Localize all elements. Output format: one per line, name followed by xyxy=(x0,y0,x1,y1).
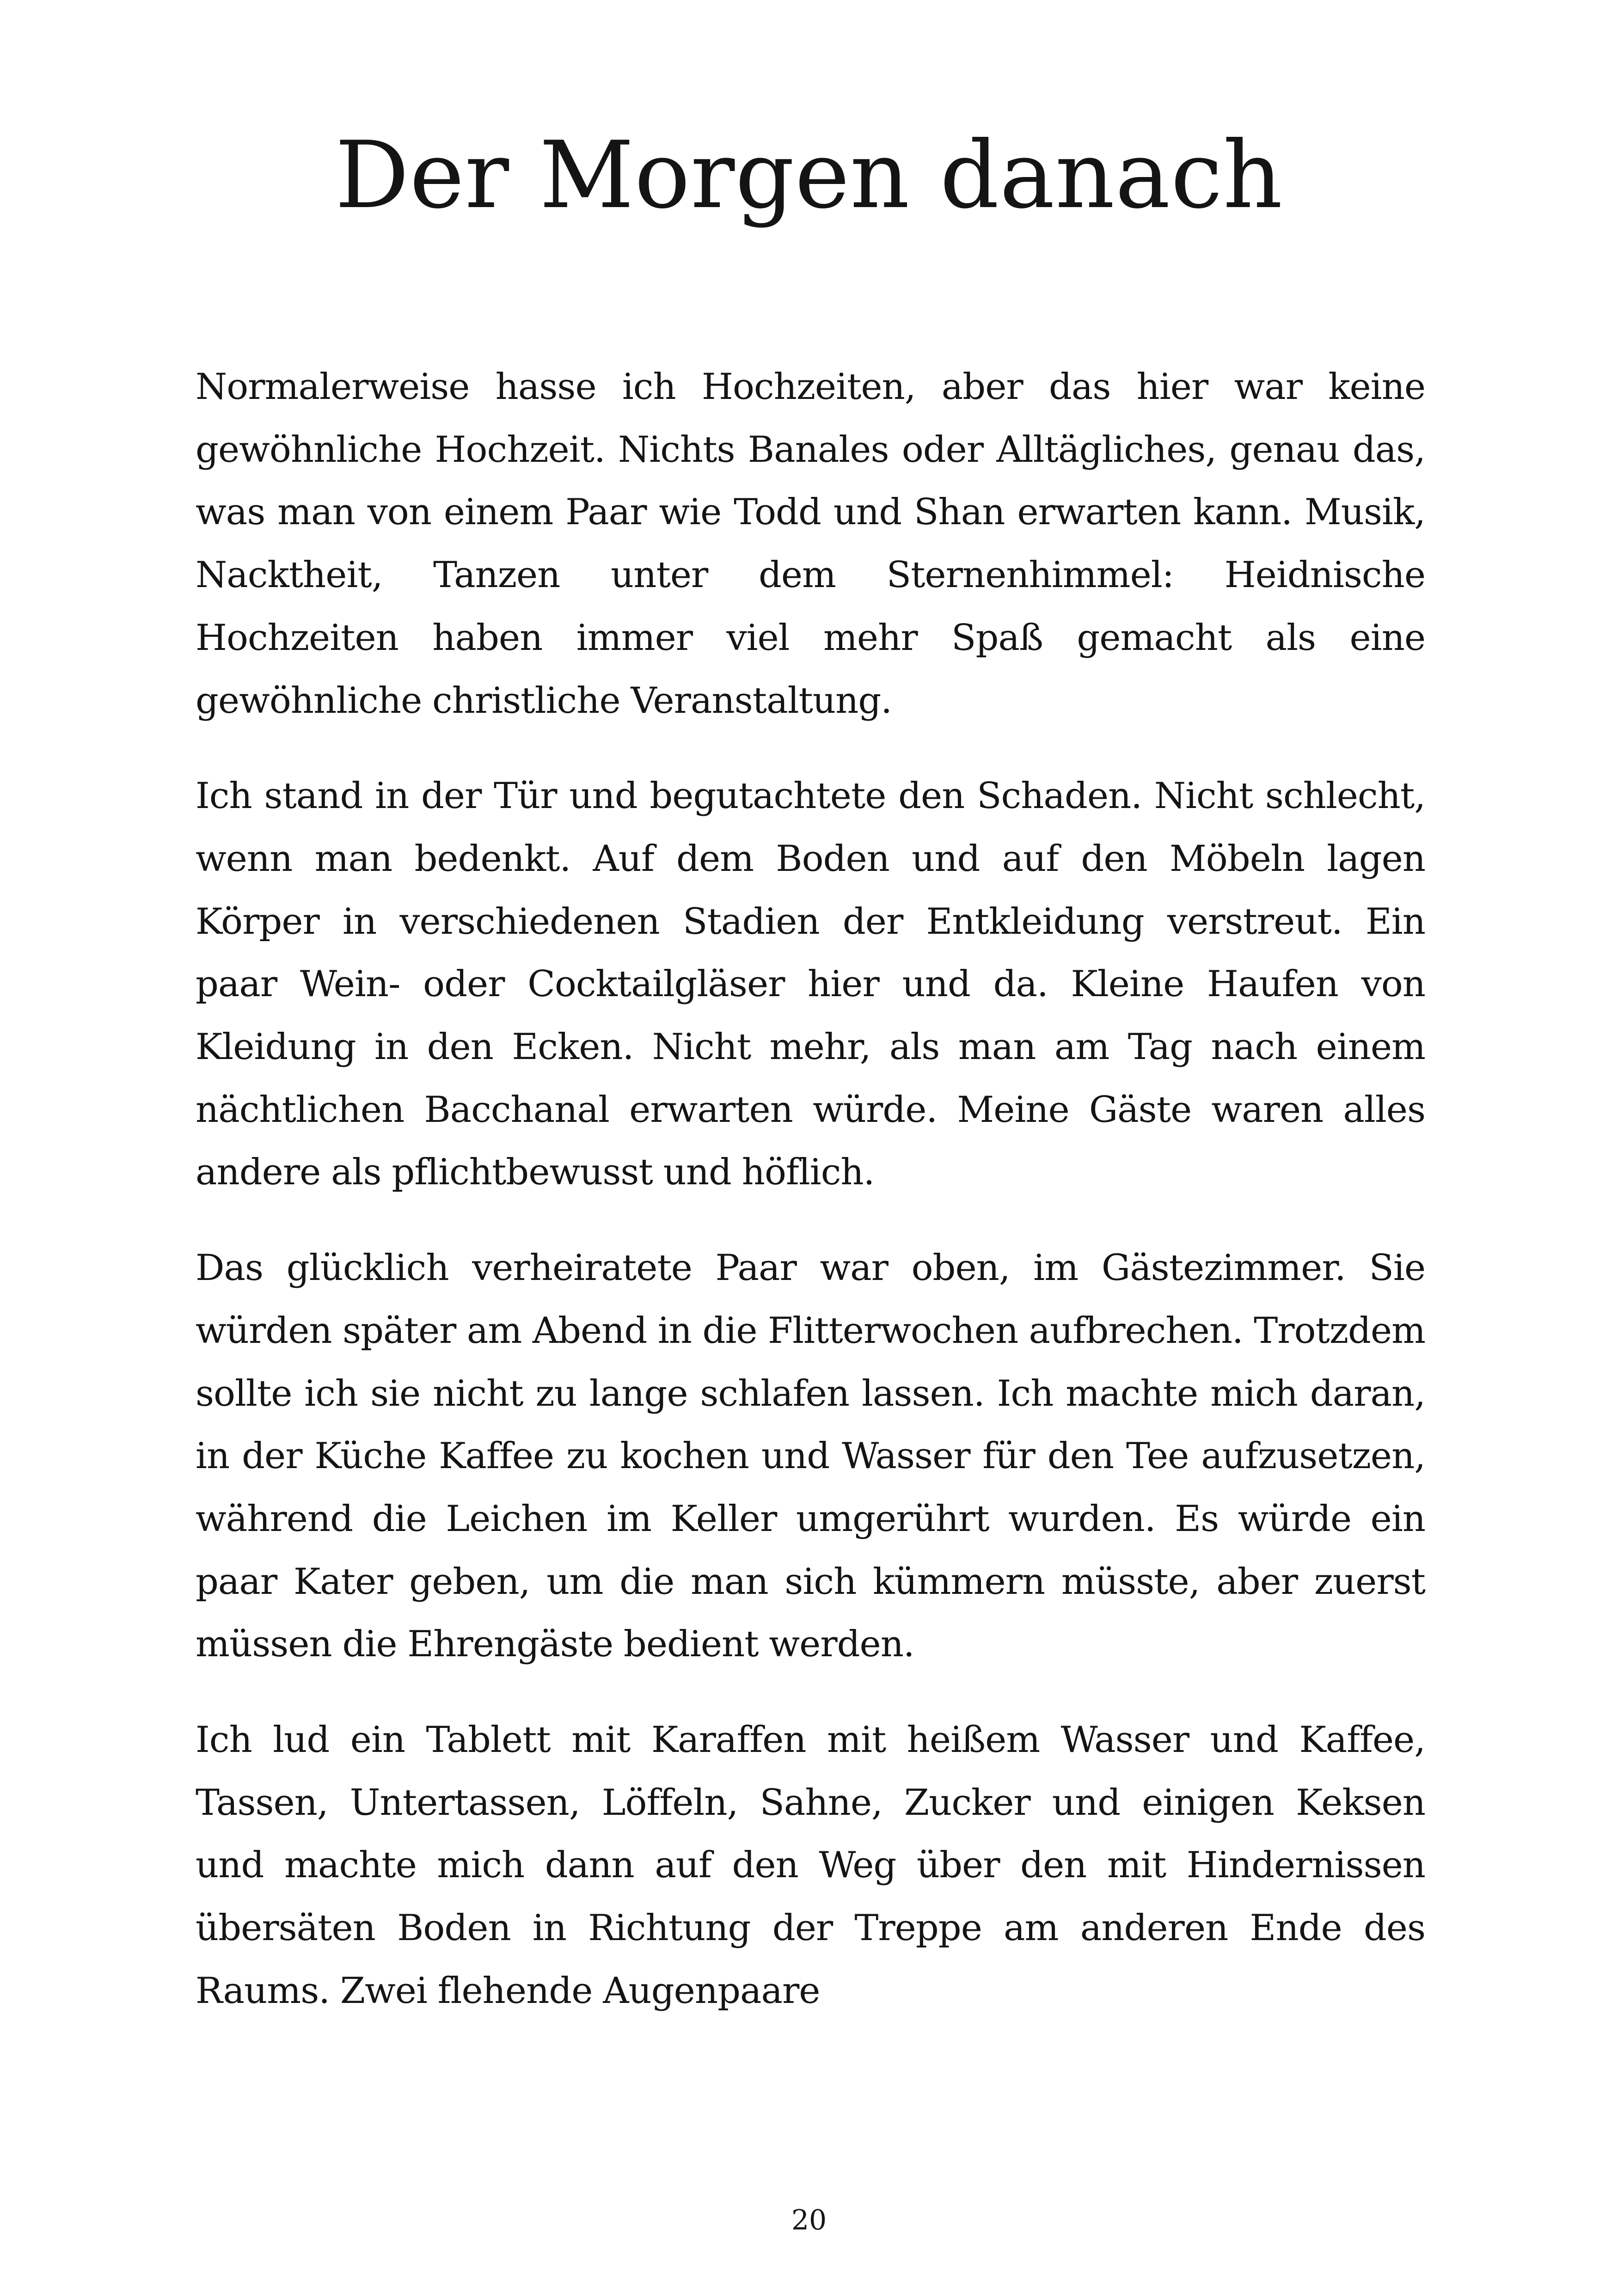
paragraph: Das glücklich verheiratete Paar war oben, im Gästezimmer. Sie würden später am Abend in die Flitterwochen aufbrechen. Trotzdem sollte ich sie nicht zu lange schlafen lassen. Ich machte mich daran, in der Küche Kaffee zu kochen und Wasser für den Tee aufzusetzen, während die Leichen im Keller umgerührt wurden. Es würde ein paar Kater geben, um die man sich kümmern müsste, aber zuerst müssen die Ehrengäste bedient werden. xyxy=(196,1247,1425,1665)
paragraph: Normalerweise hasse ich Hochzeiten, aber das hier war keine gewöhnliche Hochzeit. Nichts Banales oder Alltägliches, genau das, was man von einem Paar wie Todd und Shan erwarten kann. Musik, Nacktheit, Tanzen unter dem Sternenhimmel: Heidnische Hochzeiten haben immer viel mehr Spaß gemacht als eine gewöhnliche christliche Veranstaltung. xyxy=(196,366,1425,722)
chapter-title: Der Morgen danach xyxy=(335,122,1283,229)
chapter-body xyxy=(196,356,1425,2023)
paragraph: Ich stand in der Tür und begutachtete den Schaden. Nicht schlecht, wenn man bedenkt. Auf dem Boden und auf den Möbeln lagen Körper in verschiedenen Stadien der Entkleidung verstreut. Ein paar Wein- oder Cocktailgläser hier und da. Kleine Haufen von Kleidung in den Ecken. Nicht mehr, als man am Tag nach einem nächtlichen Bacchanal erwarten würde. Meine Gäste waren alles andere als pflichtbewusst und höflich. xyxy=(196,775,1425,1194)
page-number: 20 xyxy=(791,2204,827,2236)
paragraph: Ich lud ein Tablett mit Karaffen mit heißem Wasser und Kaffee, Tassen, Untertassen, Löffeln, Sahne, Zucker und einigen Keksen und machte mich dann auf den Weg über den mit Hindernissen übersäten Boden in Richtung der Treppe am anderen Ende des Raums. Zwei flehende Augenpaare xyxy=(196,1719,1425,2012)
